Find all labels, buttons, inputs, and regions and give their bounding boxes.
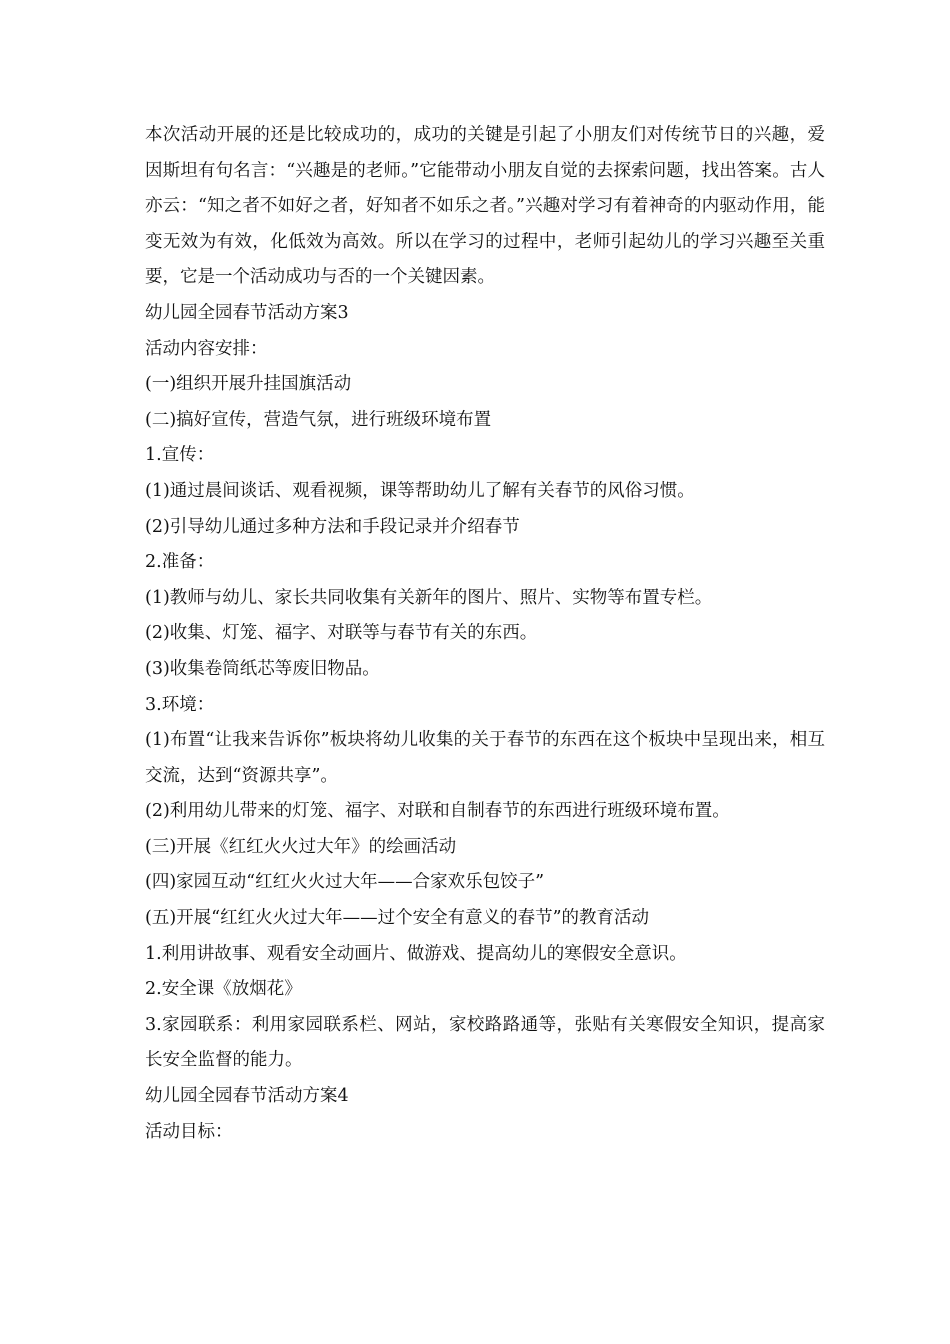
paragraph-summary: 本次活动开展的还是比较成功的，成功的关键是引起了小朋友们对传统节日的兴趣，爱因斯坦有句名言：“兴趣是的老师。”它能带动小朋友自觉的去探索问题，找出答案。古人亦云：“知之者不如好之者，好知者不如乐之者。”兴趣对学习有着神奇的内驱动作用，能变无效为有效，化低效为高效。所以在学习的过程中，老师引起幼儿的学习兴趣至关重要，它是一个活动成功与否的一个关键因素。 [145, 125, 825, 288]
list-item: 3.环境： [145, 694, 215, 715]
list-item: (1)教师与幼儿、家长共同收集有关新年的图片、照片、实物等布置专栏。 [145, 587, 713, 608]
list-item: (2)利用幼儿带来的灯笼、福字、对联和自制春节的东西进行班级环境布置。 [145, 801, 730, 822]
list-item: 2.安全课《放烟花》 [145, 979, 302, 1000]
document-body [145, 118, 825, 1150]
list-item: 1.宣传： [145, 445, 215, 466]
section-heading-plan-4: 幼儿园全园春节活动方案4 [145, 1086, 349, 1107]
list-item: (四)家园互动“红红火火过大年——合家欢乐包饺子” [145, 872, 545, 893]
list-item: (二)搞好宣传，营造气氛，进行班级环境布置 [145, 409, 492, 430]
list-item: (五)开展“红红火火过大年——过个安全有意义的春节”的教育活动 [145, 908, 650, 929]
list-item: (2)收集、灯笼、福字、对联等与春节有关的东西。 [145, 623, 538, 644]
list-item: (1)布置“让我来告诉你”板块将幼儿收集的关于春节的东西在这个板块中呈现出来，相互交流，达到“资源共享”。 [145, 730, 825, 786]
list-item: (一)组织开展升挂国旗活动 [145, 374, 352, 395]
subheading-activity-goals: 活动目标： [145, 1121, 233, 1142]
list-item: (1)通过晨间谈话、观看视频，课等帮助幼儿了解有关春节的风俗习惯。 [145, 480, 695, 501]
list-item: 1.利用讲故事、观看安全动画片、做游戏、提高幼儿的寒假安全意识。 [145, 943, 687, 964]
section-heading-plan-3: 幼儿园全园春节活动方案3 [145, 302, 349, 323]
list-item: 3.家园联系：利用家园联系栏、网站，家校路路通等，张贴有关寒假安全知识，提高家长安全监督的能力。 [145, 1014, 825, 1071]
list-item: (3)收集卷筒纸芯等废旧物品。 [145, 658, 380, 679]
list-item: (三)开展《红红火火过大年》的绘画活动 [145, 836, 457, 857]
subheading-activity-content: 活动内容安排： [145, 338, 268, 359]
list-item: 2.准备： [145, 552, 215, 573]
list-item: (2)引导幼儿通过多种方法和手段记录并介绍春节 [145, 516, 520, 537]
